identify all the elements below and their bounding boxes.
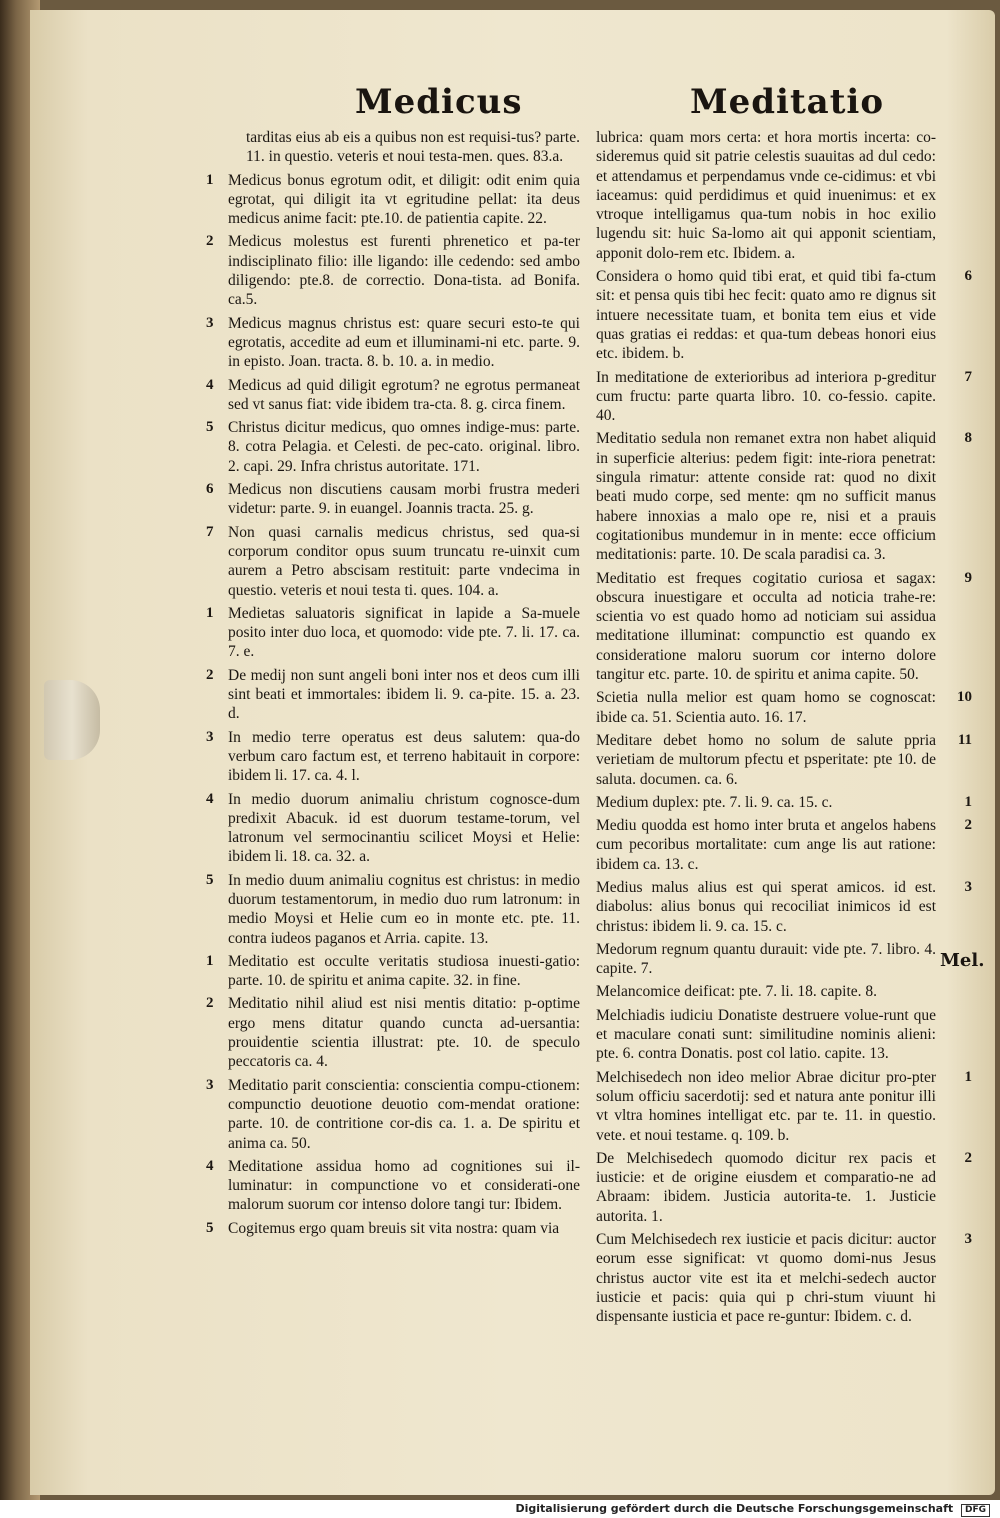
footer-credit xyxy=(515,1502,990,1517)
footer-credit-text: Digitalisierung gefördert durch die Deutsche Forschungsgemeinschaft xyxy=(515,1502,954,1515)
entry-number: 3 xyxy=(206,314,214,331)
entry-number: 8 xyxy=(964,430,972,447)
entry-number: 3 xyxy=(206,1076,214,1093)
index-entry xyxy=(206,232,580,309)
entry-number: 4 xyxy=(206,1157,214,1174)
entry-text: Medium duplex: pte. 7. li. 9. ca. 15. c. xyxy=(596,793,833,811)
entry-text: Meditare debet homo no solum de salute ppria verietiam de multorum pfectu et psperitate: pte 10. de saluta. documen. ca. 6. xyxy=(596,731,936,788)
index-entry xyxy=(596,368,972,426)
entry-number: 2 xyxy=(206,233,214,250)
index-entry xyxy=(596,816,972,874)
right-column xyxy=(596,128,972,1331)
entry-number: 2 xyxy=(964,1149,972,1166)
entry-number: 6 xyxy=(964,268,972,285)
left-column xyxy=(206,128,580,1242)
entry-text: Cum Melchisedech rex iusticie et pacis dicitur: auctor eorum esse significat: vt quomo domi-nus Jesus christus auctor vite est ita et melchi-sedech auctor iusticie et pacis: quia qui p chri-stum viuunt hi dispensante iusticia et pace re-guntur: Ibidem. c. d. xyxy=(596,1231,936,1326)
index-entry xyxy=(206,376,580,415)
entry-text: tarditas eius ab eis a quibus non est requisi-tus? parte. 11. in questio. veteris et noui testa-men. ques. 83.a. xyxy=(246,129,580,166)
index-entry xyxy=(596,267,972,363)
entry-number: 1 xyxy=(964,793,972,810)
entry-text: Mediu quodda est homo inter bruta et angelos habens cum pecoribus mortalitate: cum ange lis aut ratione: ibidem ca. 13. c. xyxy=(596,817,936,873)
index-entry xyxy=(596,128,936,263)
entry-number: 2 xyxy=(206,995,214,1012)
entry-text: Christus dicitur medicus, quo omnes indige-mus: parte. 8. cotra Pelagia. et Celesti. de pec-cato. original. libro. 2. capi. 29. Infra christus autoritate. 171. xyxy=(228,419,580,475)
page-clip xyxy=(44,680,100,760)
index-entry xyxy=(206,480,580,519)
entry-number: 2 xyxy=(206,666,214,683)
index-entry xyxy=(206,171,580,229)
entry-number: 4 xyxy=(206,790,214,807)
index-entry xyxy=(596,688,972,727)
entry-text: Medicus magnus christus est: quare securi esto-te qui egrotatis, accedite ad eum et illuminami-ni etc. parte. 9. in episto. Joan. tracta. 8. b. 10. a. in medio. xyxy=(228,314,580,371)
dfg-logo: DFG xyxy=(961,1504,990,1517)
index-entry xyxy=(206,666,580,724)
entry-number: 3 xyxy=(964,1231,972,1248)
entry-text: In medio duorum animaliu christum cognosce-dum predixit Abacuk. id est duorum testame-torum, vel latronum vel sermocinantiu scilicet Moysi et Helie: ibidem li. 18. ca. 32. a. xyxy=(228,790,580,866)
entry-text: Meditatio sedula non remanet extra non habet aliquid in superficie alterius: pedem figit: inte-riora penetrat: singula rimatur: attente conside rat: quod no dixit beati mudo corpe, sed mente: qm no sufficit manus habere innoxias a malo ope re, nisi et a prauis cogitationibus mundemur in in mente: ecce officium meditationis: parte. 10. De scala paradisi ca. 3. xyxy=(596,430,936,564)
entry-text: Scietia nulla melior est quam homo se cognoscat: ibide ca. 51. Scientia auto. 16. 17. xyxy=(596,689,936,726)
entry-text: Medorum regnum quantu durauit: vide pte. 7. libro. 4. capite. 7. xyxy=(596,940,936,978)
entry-number: 3 xyxy=(964,878,972,895)
entry-text: In medio terre operatus est deus salutem: qua-do verbum caro factum est, et terreno habitauit in corpore: ibidem li. 17. ca. 4. l. xyxy=(228,728,580,785)
index-entry xyxy=(596,1230,972,1326)
index-entry xyxy=(206,952,580,991)
entry-text: Cogitemus ergo quam breuis sit vita nostra: quam via xyxy=(228,1219,560,1237)
entry-text: Meditatio nihil aliud est nisi mentis ditatio: p-optime ergo mens ditatur quando cuncta ad-uersantia: prouidentie scientia illustrat: pte. 10. de speculo peccatoris ca. 4. xyxy=(228,995,580,1071)
entry-text: Meditatione assidua homo ad cognitiones sui il-luminatur: in compunctione vo et considerati-one malorum suorum cor intenso dolore tangi tur: Ibidem. xyxy=(228,1157,580,1214)
index-entry xyxy=(206,790,580,867)
index-entry xyxy=(206,523,580,600)
index-entry xyxy=(228,128,580,167)
entry-number: 1 xyxy=(206,171,214,188)
index-entry xyxy=(206,1219,580,1238)
entry-text: Melchisedech non ideo melior Abrae dicitur pro-pter solum officiu sacerdotij: sed et natura ante ponitur illi vt vltra homines intelligat etc. par te. 11. in questio. vete. et noui testame. q. 109. b. xyxy=(596,1068,936,1144)
index-entry xyxy=(596,569,972,685)
entry-text: De medij non sunt angeli boni inter nos et deos cum illi sint beati et immortales: ibidem li. 9. ca-pite. 15. a. 23. d. xyxy=(228,666,580,723)
entry-text: Medius malus alius est qui sperat amicos. id est. diabolus: alius bonus qui recociliat inimicos id est christus: ibidem li. 9. ca. 15. c. xyxy=(596,878,936,935)
entry-text: lubrica: quam mors certa: et hora mortis incerta: co-sideremus quid sit patrie celestis suauitas ad dul cedo: et attendamus et perpendamus vnde ce-cidimus: et vbi iaceamus: quid perdidimus et quid inuenimus: et ex vtroque intelligamus qua-tum nobis in hoc exilio lugendu sit: huic Sa-lomo ait qui apponit scientiam, apponit dolo-rem etc. Ibidem. a. xyxy=(596,129,936,262)
entry-number: 5 xyxy=(206,1219,214,1236)
index-entry xyxy=(206,728,580,786)
entry-number: 1 xyxy=(206,952,214,969)
entry-number: 6 xyxy=(206,481,214,498)
entry-text: Melchiadis iudiciu Donatiste destruere volue-runt que et maculare conati sunt: similitudine nominis alieni: pte. 6. contra Donatis. post col latio. capite. 13. xyxy=(596,1006,936,1063)
entry-text: Melancomice deificat: pte. 7. li. 18. capite. 8. xyxy=(596,983,878,1001)
index-entry xyxy=(206,604,580,662)
entry-number: 4 xyxy=(206,376,214,393)
index-entry xyxy=(206,1157,580,1215)
entry-text: Medicus non discutiens causam morbi frustra mederi videtur: parte. 9. in euangel. Joannis tracta. 25. g. xyxy=(228,481,580,518)
entry-number: 7 xyxy=(206,523,214,540)
index-entry xyxy=(596,429,972,564)
entry-number: 11 xyxy=(957,731,972,748)
running-header-right: Meditatio xyxy=(690,82,884,122)
index-entry xyxy=(596,731,972,789)
index-entry xyxy=(206,1076,580,1153)
index-entry xyxy=(206,871,580,948)
entry-number: 1 xyxy=(206,604,214,621)
index-entry xyxy=(596,1149,972,1226)
running-header-left: Medicus xyxy=(355,82,523,122)
index-entry xyxy=(206,314,580,372)
entry-number: 2 xyxy=(964,817,972,834)
entry-text: Medicus molestus est furenti phrenetico et pa-ter indisciplinato filio: ille ligando: ille cedendo: sed ambo diligendo: pte.8. de correctio. Dona-tista. ad Bonifa. ca.5. xyxy=(228,233,580,309)
index-entry xyxy=(596,1006,936,1064)
entry-text: Meditatio parit conscientia: conscientia compu-ctionem: compunctio deuotione deuotio com-mendat oratione: parte. 10. de contritione cor-dis ca. 1. a. De spiritu et anima ca. 50. xyxy=(228,1076,580,1152)
entry-text: Non quasi carnalis medicus christus, sed qua-si corporum conditor opus suum truncatu re-uinxit cum aurem a Petro abscisam restituit: parte vndecima in questio. veteris et noui testa ti. ques. 104. a. xyxy=(228,523,580,599)
entry-number: 7 xyxy=(964,368,972,385)
entry-number: 3 xyxy=(206,728,214,745)
index-entry xyxy=(596,982,936,1001)
entry-text: Medicus bonus egrotum odit, et diligit: odit enim quia egrotat, qui diligit ita vt egritudine pellat: ita deus medicus anime facit: pte.10. de patientia capite. 22. xyxy=(228,171,580,228)
entry-number: 10 xyxy=(957,689,972,706)
footer-bar xyxy=(0,1500,1000,1518)
entry-number: 1 xyxy=(964,1068,972,1085)
entry-text: Medicus ad quid diligit egrotum? ne egrotus permaneat sed vt sanus fiat: vide ibidem tra-cta. 8. g. circa finem. xyxy=(228,376,580,413)
entry-text: In medio duum animaliu cognitus est christus: in medio duorum testamentorum, in medio duo rum latronum: in medio Moysi et Helie cum eo in monte etc. pte. 11. contra iudeos paganos et Arria. capite. 13. xyxy=(228,871,580,947)
index-entry xyxy=(596,940,936,979)
entry-number: 5 xyxy=(206,871,214,888)
index-entry xyxy=(596,793,972,812)
entry-text: Medietas saluatoris significat in lapide a Sa-muele posito inter duo loca, et quomodo: vide pte. 7. li. 17. ca. 7. e. xyxy=(228,604,580,661)
entry-number: 5 xyxy=(206,419,214,436)
margin-note: Mel. xyxy=(940,950,985,971)
index-entry xyxy=(596,1068,972,1145)
entry-text: Meditatio est occulte veritatis studiosa inuesti-gatio: parte. 10. de spiritu et anima capite. 32. in fine. xyxy=(228,952,580,990)
index-entry xyxy=(596,878,972,936)
index-entry xyxy=(206,994,580,1071)
entry-text: De Melchisedech quomodo dicitur rex pacis et iusticie: et de origine eiusdem et comparatio-ne ad Abraam: ibidem. Justicia autorita-te. 1. Justicie autorita. 1. xyxy=(596,1149,936,1225)
entry-text: Meditatio est freques cogitatio curiosa et sagax: obscura inuestigare et occulta ad noticia trahe-re: scientia vo est quado homo ad noticiam sui assidua meditatione illuminat: compunctio est quando ex consideratione maloru suorum cor interno dolore tangitur etc. parte. 10. de spiritu et anima capite. 50. xyxy=(596,569,936,684)
entry-text: In meditatione de exterioribus ad interiora p-greditur cum fructu: parte quarta libro. 10. co-fessio. capite. 40. xyxy=(596,368,936,425)
index-entry xyxy=(206,418,580,476)
entry-text: Considera o homo quid tibi erat, et quid tibi fa-ctum sit: et pensa quis tibi hec fecit: quato amo re dignus sit intuere necessitate tuam, et bonita tem eius et vide quas gratias ei reddas: et qua-tum debeas honori eius etc. ibidem. b. xyxy=(596,268,936,363)
entry-number: 9 xyxy=(964,569,972,586)
